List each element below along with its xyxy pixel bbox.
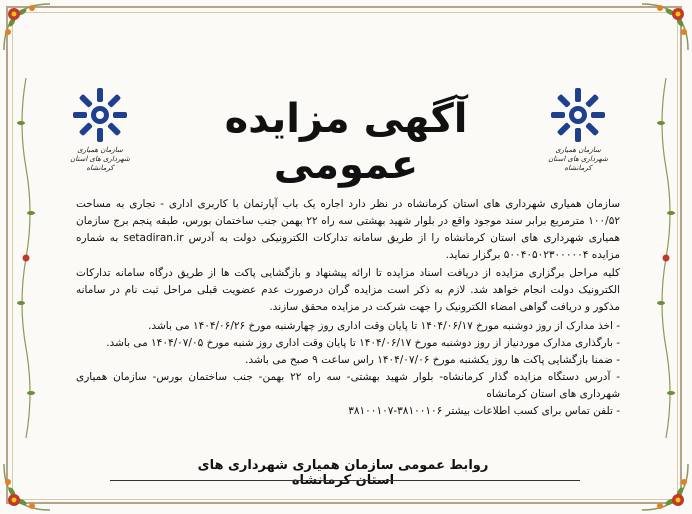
list-item: - ضمنا بازگشایی پاکت ها روز یکشنبه مورخ ۱۴۰۴/۰۷/۰۶ راس ساعت ۹ صبح می باشد. bbox=[245, 354, 620, 366]
floral-corner-icon bbox=[638, 0, 692, 54]
floral-corner-icon bbox=[0, 0, 54, 54]
intro-paragraph: سازمان همیاری شهرداری های استان کرمانشاه در نظر دارد اجاره یک باب آپارتمان با کاربری اداری - تجاری به مساحت ۱۰۰/۵۲ مترمربع برابر سند موجود واقع در بلوار شهید بهشتی سه راه ۲۲ بهمن جنب ساختمان بورس، طبقه پنجم برج سازمان همیاری شهرداری های استان کرمانشاه را از طریق سامانه تدارکات الکترونیکی دولت به آدرس setadiran.ir به شماره مزایده ۵۰۰۴۰۵۰۲۳۰۰۰۰۰۴ برگزار نماید. bbox=[76, 198, 621, 261]
list-item: - آدرس دستگاه مزایده گذار کرمانشاه- بلوار شهید بهشتی- سه راه ۲۲ بهمن- جنب ساختمان بورس- سازمان همیاری شهرداری های استان کرمانشاه bbox=[76, 371, 620, 400]
emblem-icon bbox=[71, 86, 129, 144]
emblem-icon bbox=[549, 86, 607, 144]
footer-divider bbox=[110, 480, 580, 481]
vine-ornament-icon bbox=[656, 78, 676, 438]
list-item: - تلفن تماس برای کسب اطلاعات بیشتر ۳۸۱۰۰۱۰۶-۳۸۱۰۰۱۰۷ bbox=[348, 405, 620, 417]
organization-logo-right bbox=[542, 86, 614, 173]
procedure-paragraph: کلیه مراحل برگزاری مزایده از دریافت اسناد مزایده تا ارائه پیشنهاد و بازگشایی پاکت ها از طریق درگاه سامانه تدارکات الکترونیک دولت انجام خواهد شد. لازم به ذکر است مزایده گران درصورت عدم عضویت قبلی مراحل ثبت نام در سامانه مذکور و دریافت گواهی امضاء الکترونیک را جهت شرکت در مزایده محقق سازند. bbox=[76, 267, 620, 313]
list-item: - اخذ مدارک از روز دوشنبه مورخ ۱۴۰۴/۰۶/۱۷ تا پایان وقت اداری روز چهارشنبه مورخ ۱۴۰۴/۰۶/۲۶ می باشد. bbox=[148, 320, 620, 332]
vine-ornament-icon bbox=[16, 78, 36, 438]
announcement-body bbox=[76, 196, 620, 420]
logo-caption: سازمان همیاری شهرداری های استان کرمانشاه bbox=[70, 146, 130, 172]
footer-signature: روابط عمومی سازمان همیاری شهرداری های استان کرمانشاه bbox=[197, 458, 489, 488]
page-title: آگهی مزایده عمومی bbox=[224, 96, 468, 188]
details-list bbox=[76, 318, 620, 420]
logo-caption: سازمان همیاری شهرداری های استان کرمانشاه bbox=[548, 146, 608, 172]
floral-corner-icon bbox=[638, 460, 692, 514]
list-item: - بارگذاری مدارک موردنیاز از روز دوشنبه مورخ ۱۴۰۴/۰۶/۱۷ تا پایان وقت اداری روز شنبه مورخ ۱۴۰۴/۰۷/۰۵ می باشد. bbox=[106, 337, 620, 349]
floral-corner-icon bbox=[0, 460, 54, 514]
organization-logo-left bbox=[64, 86, 136, 173]
